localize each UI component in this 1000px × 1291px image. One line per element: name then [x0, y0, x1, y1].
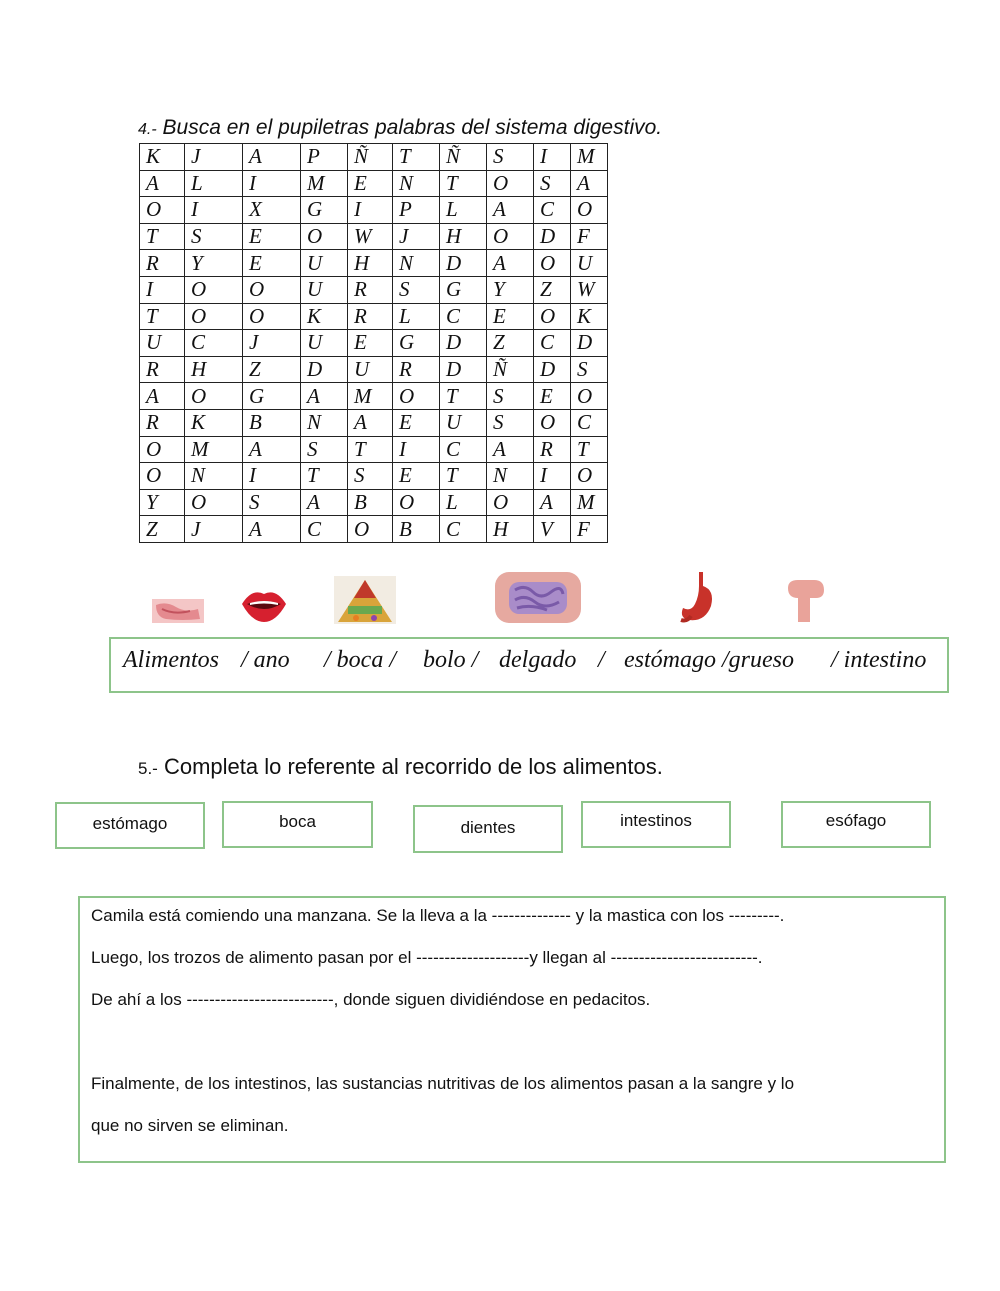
chip-dientes[interactable] — [413, 805, 563, 853]
mouth-icon — [240, 584, 288, 624]
grid-cell[interactable]: I — [534, 463, 571, 490]
grid-cell[interactable]: K — [571, 303, 608, 330]
grid-cell[interactable]: Ñ — [487, 356, 534, 383]
grid-row — [140, 303, 608, 330]
word-search-grid — [139, 143, 608, 543]
grid-cell[interactable]: O — [243, 303, 301, 330]
grid-cell[interactable]: Ñ — [440, 144, 487, 171]
story-box — [78, 896, 946, 1163]
grid-cell[interactable]: T — [571, 436, 608, 463]
grid-cell[interactable]: U — [571, 250, 608, 277]
grid-cell[interactable]: O — [185, 276, 243, 303]
grid-cell[interactable]: D — [534, 356, 571, 383]
grid-cell[interactable]: O — [487, 489, 534, 516]
grid-cell[interactable]: C — [571, 409, 608, 436]
grid-cell[interactable]: G — [243, 383, 301, 410]
grid-row — [140, 197, 608, 224]
grid-cell[interactable]: K — [301, 303, 348, 330]
grid-cell[interactable]: R — [348, 303, 393, 330]
word-bolo: bolo / — [423, 647, 479, 673]
grid-cell[interactable]: O — [534, 303, 571, 330]
colon-icon — [784, 578, 826, 624]
grid-cell[interactable]: W — [348, 223, 393, 250]
grid-cell[interactable]: N — [393, 250, 440, 277]
question-4-text: Busca en el pupiletras palabras del sistema digestivo. — [162, 116, 663, 139]
story-line-5: que no sirven se eliminan. — [91, 1116, 289, 1135]
grid-cell[interactable]: R — [393, 356, 440, 383]
grid-cell[interactable]: X — [243, 197, 301, 224]
grid-cell[interactable]: E — [348, 170, 393, 197]
chip-intestinos-label: intestinos — [620, 811, 692, 830]
grid-cell[interactable]: O — [393, 489, 440, 516]
grid-cell[interactable]: O — [571, 463, 608, 490]
story-line-1: Camila está comiendo una manzana. Se la lleva a la -------------- y la mastica con los ---------. — [91, 906, 785, 925]
grid-cell[interactable]: O — [185, 489, 243, 516]
word-alimentos: Alimentos — [123, 647, 219, 673]
food-pyramid-image — [334, 576, 396, 624]
grid-cell[interactable]: T — [440, 170, 487, 197]
grid-cell[interactable]: G — [393, 330, 440, 357]
grid-cell[interactable]: J — [243, 330, 301, 357]
grid-cell[interactable]: E — [487, 303, 534, 330]
grid-cell[interactable]: Y — [185, 250, 243, 277]
chip-estomago[interactable] — [55, 802, 205, 849]
grid-cell[interactable]: T — [440, 463, 487, 490]
grid-cell[interactable]: F — [571, 516, 608, 543]
grid-cell[interactable]: S — [487, 409, 534, 436]
grid-cell[interactable]: M — [348, 383, 393, 410]
word-estomago-grueso: estómago /grueso — [624, 647, 794, 673]
grid-cell[interactable]: S — [185, 223, 243, 250]
chip-esofago-label: esófago — [825, 811, 887, 830]
grid-cell[interactable]: A — [243, 436, 301, 463]
grid-cell[interactable]: A — [348, 409, 393, 436]
grid-cell[interactable]: M — [571, 489, 608, 516]
grid-cell[interactable]: T — [393, 144, 440, 171]
grid-cell[interactable]: D — [534, 223, 571, 250]
grid-cell[interactable]: C — [440, 303, 487, 330]
grid-row — [140, 409, 608, 436]
grid-cell[interactable]: O — [348, 516, 393, 543]
grid-row — [140, 223, 608, 250]
chip-boca-label: boca — [279, 812, 316, 831]
story-line-3: De ahí a los --------------------------, donde siguen dividiéndose en pedacitos. — [91, 990, 651, 1009]
grid-cell[interactable]: E — [243, 223, 301, 250]
grid-cell[interactable]: D — [571, 330, 608, 357]
grid-cell[interactable]: O — [243, 276, 301, 303]
grid-cell[interactable]: A — [301, 383, 348, 410]
grid-cell[interactable]: G — [301, 197, 348, 224]
grid-cell[interactable]: I — [243, 463, 301, 490]
grid-cell[interactable]: A — [487, 436, 534, 463]
grid-row — [140, 356, 608, 383]
grid-cell[interactable]: L — [185, 170, 243, 197]
grid-cell[interactable]: T — [301, 463, 348, 490]
grid-row — [140, 516, 608, 543]
grid-cell[interactable]: S — [301, 436, 348, 463]
grid-cell[interactable]: O — [393, 383, 440, 410]
grid-cell[interactable]: I — [348, 197, 393, 224]
grid-cell[interactable]: O — [301, 223, 348, 250]
question-4-number: 4.- — [138, 121, 157, 138]
grid-cell[interactable]: R — [348, 276, 393, 303]
grid-row — [140, 276, 608, 303]
grid-cell[interactable]: C — [301, 516, 348, 543]
grid-cell[interactable]: U — [301, 250, 348, 277]
grid-cell[interactable]: U — [140, 330, 185, 357]
grid-cell[interactable]: I — [185, 197, 243, 224]
grid-row — [140, 250, 608, 277]
grid-cell[interactable]: D — [440, 330, 487, 357]
grid-cell[interactable]: Y — [140, 489, 185, 516]
grid-cell[interactable]: N — [301, 409, 348, 436]
grid-cell[interactable]: E — [393, 409, 440, 436]
grid-cell[interactable]: A — [487, 197, 534, 224]
grid-cell[interactable]: C — [534, 197, 571, 224]
grid-cell[interactable]: S — [487, 383, 534, 410]
grid-cell[interactable]: S — [393, 276, 440, 303]
grid-cell[interactable]: R — [140, 409, 185, 436]
grid-cell[interactable]: E — [348, 330, 393, 357]
word-ano: / ano — [241, 647, 290, 673]
grid-cell[interactable]: Z — [534, 276, 571, 303]
word-separator: / — [598, 647, 605, 673]
chip-intestinos[interactable] — [581, 801, 731, 848]
grid-cell[interactable]: A — [571, 170, 608, 197]
grid-cell[interactable]: H — [185, 356, 243, 383]
grid-cell[interactable]: O — [185, 383, 243, 410]
grid-cell[interactable]: M — [571, 144, 608, 171]
chip-boca[interactable] — [222, 801, 373, 848]
anus-tissue-image — [152, 599, 204, 623]
word-delgado: delgado — [499, 647, 577, 673]
grid-cell[interactable]: H — [440, 223, 487, 250]
grid-cell[interactable]: O — [140, 436, 185, 463]
grid-cell[interactable]: S — [571, 356, 608, 383]
grid-cell[interactable]: N — [487, 463, 534, 490]
grid-cell[interactable]: M — [301, 170, 348, 197]
grid-cell[interactable]: Z — [243, 356, 301, 383]
grid-cell[interactable]: N — [185, 463, 243, 490]
grid-cell[interactable]: D — [301, 356, 348, 383]
grid-cell[interactable]: J — [185, 516, 243, 543]
grid-cell[interactable]: B — [393, 516, 440, 543]
grid-cell[interactable]: Z — [487, 330, 534, 357]
grid-cell[interactable]: U — [440, 409, 487, 436]
grid-cell[interactable]: A — [140, 383, 185, 410]
grid-cell[interactable]: J — [185, 144, 243, 171]
grid-cell[interactable]: W — [571, 276, 608, 303]
grid-cell[interactable]: D — [440, 250, 487, 277]
grid-cell[interactable]: T — [140, 223, 185, 250]
grid-cell[interactable]: R — [534, 436, 571, 463]
grid-cell[interactable]: E — [393, 463, 440, 490]
story-line-4: Finalmente, de los intestinos, las sustancias nutritivas de los alimentos pasan a la sangre y lo — [91, 1074, 795, 1093]
grid-row — [140, 489, 608, 516]
grid-row — [140, 144, 608, 171]
grid-cell[interactable]: P — [393, 197, 440, 224]
grid-cell[interactable]: Z — [140, 516, 185, 543]
grid-row — [140, 463, 608, 490]
grid-cell[interactable]: Ñ — [348, 144, 393, 171]
grid-row — [140, 330, 608, 357]
grid-cell[interactable]: K — [185, 409, 243, 436]
grid-cell[interactable]: O — [140, 197, 185, 224]
grid-cell[interactable]: V — [534, 516, 571, 543]
grid-cell[interactable]: I — [534, 144, 571, 171]
grid-cell[interactable]: N — [393, 170, 440, 197]
grid-cell[interactable]: A — [301, 489, 348, 516]
grid-row — [140, 383, 608, 410]
grid-cell[interactable]: U — [301, 276, 348, 303]
grid-cell[interactable]: C — [185, 330, 243, 357]
question-5-text: Completa lo referente al recorrido de los alimentos. — [163, 754, 663, 779]
story-line-2: Luego, los trozos de alimento pasan por el --------------------y llegan al --------------------------. — [91, 948, 763, 967]
grid-cell[interactable]: O — [534, 250, 571, 277]
grid-cell[interactable]: H — [487, 516, 534, 543]
grid-cell[interactable]: P — [301, 144, 348, 171]
grid-cell[interactable]: B — [348, 489, 393, 516]
grid-cell[interactable]: F — [571, 223, 608, 250]
grid-cell[interactable]: A — [243, 144, 301, 171]
grid-cell[interactable]: L — [393, 303, 440, 330]
grid-cell[interactable]: U — [348, 356, 393, 383]
grid-cell[interactable]: O — [487, 223, 534, 250]
grid-cell[interactable]: C — [440, 436, 487, 463]
chip-dientes-label: dientes — [460, 818, 516, 837]
grid-cell[interactable]: R — [140, 356, 185, 383]
question-4-title — [138, 116, 662, 140]
grid-cell[interactable]: S — [348, 463, 393, 490]
grid-cell[interactable]: S — [534, 170, 571, 197]
grid-cell[interactable]: I — [140, 276, 185, 303]
grid-cell[interactable]: T — [140, 303, 185, 330]
stomach-icon — [677, 572, 717, 624]
grid-cell[interactable]: B — [243, 409, 301, 436]
grid-cell[interactable]: U — [301, 330, 348, 357]
grid-cell[interactable]: Y — [487, 276, 534, 303]
grid-cell[interactable]: T — [348, 436, 393, 463]
grid-cell[interactable]: C — [440, 516, 487, 543]
grid-cell[interactable]: E — [243, 250, 301, 277]
grid-cell[interactable]: O — [185, 303, 243, 330]
grid-cell[interactable]: E — [534, 383, 571, 410]
grid-cell[interactable]: I — [393, 436, 440, 463]
grid-row — [140, 436, 608, 463]
grid-cell[interactable]: A — [487, 250, 534, 277]
question-5-number: 5.- — [138, 759, 158, 778]
grid-cell[interactable]: D — [440, 356, 487, 383]
grid-cell[interactable]: L — [440, 489, 487, 516]
word-boca: / boca / — [324, 647, 396, 673]
grid-cell[interactable]: O — [534, 409, 571, 436]
grid-cell[interactable]: O — [571, 197, 608, 224]
grid-cell[interactable]: O — [140, 463, 185, 490]
grid-cell[interactable]: A — [243, 516, 301, 543]
grid-cell[interactable]: M — [185, 436, 243, 463]
grid-cell[interactable]: S — [487, 144, 534, 171]
word-bank-box — [109, 637, 949, 693]
grid-cell[interactable]: L — [440, 197, 487, 224]
grid-cell[interactable]: R — [140, 250, 185, 277]
grid-cell[interactable]: G — [440, 276, 487, 303]
grid-cell[interactable]: S — [243, 489, 301, 516]
question-5-title — [138, 754, 663, 780]
grid-cell[interactable]: H — [348, 250, 393, 277]
grid-cell[interactable]: J — [393, 223, 440, 250]
grid-cell[interactable]: K — [140, 144, 185, 171]
grid-cell[interactable]: A — [140, 170, 185, 197]
grid-cell[interactable]: A — [534, 489, 571, 516]
grid-cell[interactable]: C — [534, 330, 571, 357]
intestines-icon — [493, 570, 583, 625]
grid-cell[interactable]: I — [243, 170, 301, 197]
grid-row — [140, 170, 608, 197]
grid-cell[interactable]: O — [571, 383, 608, 410]
grid-cell[interactable]: T — [440, 383, 487, 410]
chip-estomago-label: estómago — [92, 814, 168, 833]
word-intestino: / intestino — [831, 647, 927, 673]
grid-cell[interactable]: O — [487, 170, 534, 197]
chip-esofago[interactable] — [781, 801, 931, 848]
